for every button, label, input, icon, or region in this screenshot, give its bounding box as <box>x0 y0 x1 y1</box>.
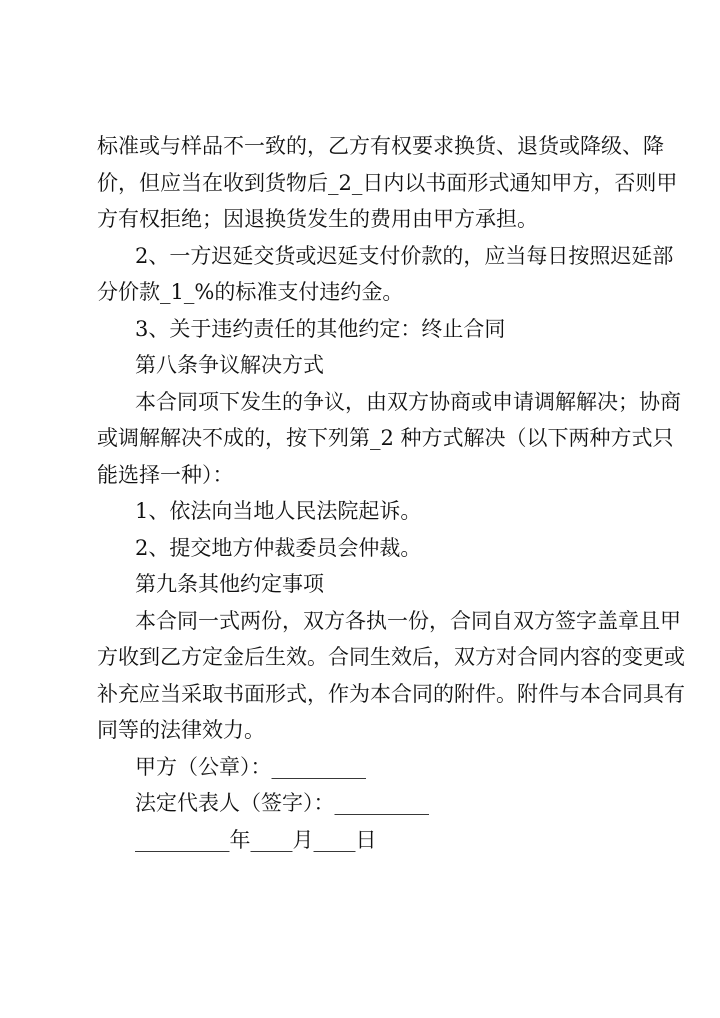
text-line: 或调解解决不成的，按下列第_2 种方式解决（以下两种方式只 <box>97 426 674 450</box>
text-line: 方有权拒绝；因退换货发生的费用由甲方承担。 <box>97 207 538 231</box>
text-line: 方收到乙方定金后生效。合同生效后，双方对合同内容的变更或 <box>97 645 685 669</box>
legal-representative-line: 法定代表人（签字）：_________ <box>135 791 429 815</box>
text-line: 分价款_1_%的标准支付违约金。 <box>97 280 404 304</box>
paragraph-first-line: 2、一方迟延交货或迟延支付价款的，应当每日按照迟延部 <box>135 243 674 268</box>
text-line: 补充应当采取书面形式，作为本合同的附件。附件与本合同具有 <box>97 681 685 706</box>
list-item: 1、依法向当地人民法院起诉。 <box>135 499 422 523</box>
paragraph-first-line: 3、关于违约责任的其他约定：终止合同 <box>135 316 506 341</box>
paragraph-first-line: 本合同一式两份，双方各执一份，合同自双方签字盖章且甲 <box>135 608 681 633</box>
text-line: 能选择一种）： <box>97 462 234 487</box>
section-heading: 第八条争议解决方式 <box>135 353 324 377</box>
paragraph-first-line: 本合同项下发生的争议，由双方协商或申请调解解决；协商 <box>135 389 681 414</box>
text-line: 同等的法律效力。 <box>97 718 265 742</box>
document-body <box>97 128 685 858</box>
section-heading: 第九条其他约定事项 <box>135 572 324 596</box>
list-item: 2、提交地方仲裁委员会仲裁。 <box>135 535 422 560</box>
date-line: _________年____月____日 <box>135 827 377 852</box>
text-line: 价，但应当在收到货物后_2_日内以书面形式通知甲方，否则甲 <box>97 170 678 195</box>
text-line: 标准或与样品不一致的，乙方有权要求换货、退货或降级、降 <box>97 134 664 158</box>
party-a-seal-line: 甲方（公章）：_________ <box>135 754 366 779</box>
